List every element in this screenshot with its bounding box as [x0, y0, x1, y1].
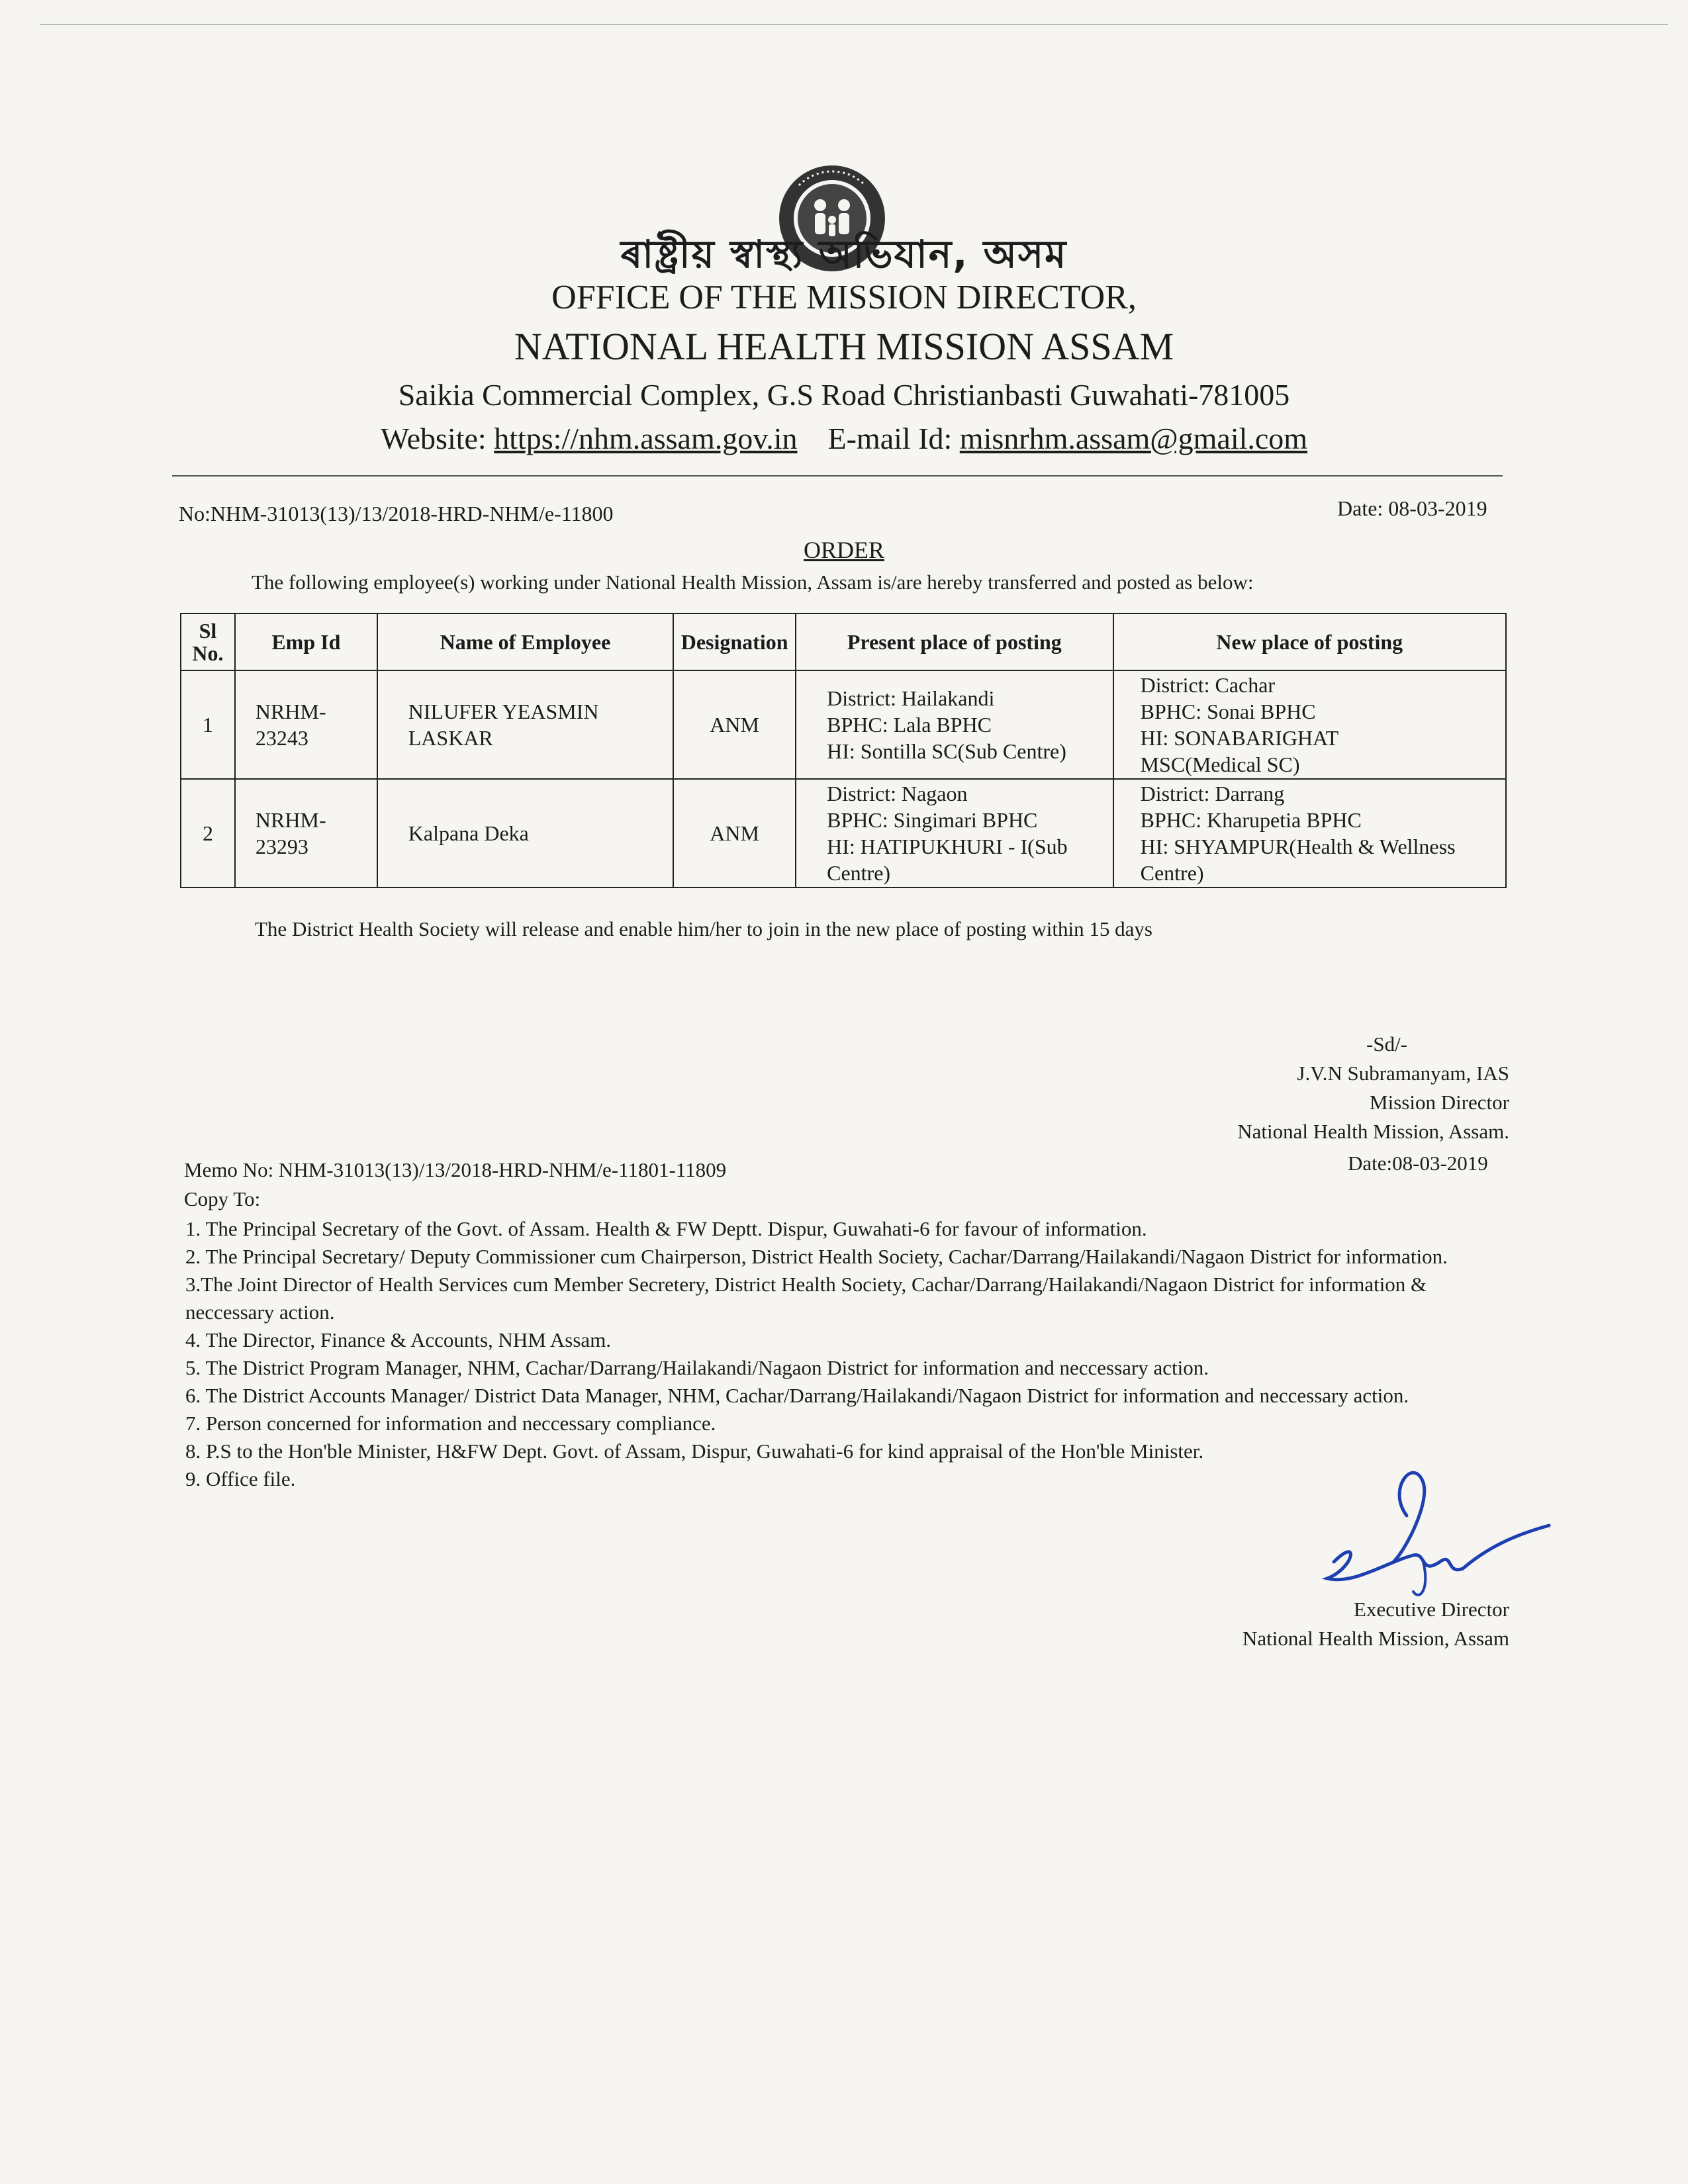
list-item: 2. The Principal Secretary/ Deputy Commissioner cum Chairperson, District Health Society, Cachar/Darrang/Hailakandi/Nagaon District for information.: [185, 1245, 1448, 1268]
new-bphc: BPHC: Kharupetia BPHC: [1140, 808, 1362, 832]
mission-title: NATIONAL HEALTH MISSION ASSAM: [514, 325, 1174, 368]
cell-new: [1113, 670, 1506, 779]
cell-designation: ANM: [673, 670, 796, 779]
cell-name: Kalpana Deka: [377, 779, 673, 887]
table-row: [181, 779, 1506, 887]
order-heading: ORDER: [803, 537, 884, 563]
col-header-sl: Sl No.: [181, 614, 235, 670]
cell-sl: 2: [181, 779, 235, 887]
present-hi: HI: Sontilla SC(Sub Centre): [827, 739, 1066, 763]
col-header-emp-id: Emp Id: [235, 614, 377, 670]
md-org: National Health Mission, Assam.: [1237, 1120, 1509, 1143]
present-bphc: BPHC: Singimari BPHC: [827, 808, 1038, 832]
list-item: 5. The District Program Manager, NHM, Cachar/Darrang/Hailakandi/Nagaon District for information and neccessary action.: [185, 1356, 1209, 1379]
assamese-title: ৰাষ্ট্ৰীয় স্বাস্থ্য অভিযান, অসম: [620, 232, 1068, 277]
transfer-table: [180, 613, 1507, 888]
memo-date: Date:08-03-2019: [1348, 1152, 1488, 1175]
top-scan-rule: [40, 24, 1668, 25]
copy-to-label: Copy To:: [184, 1187, 261, 1210]
header-divider: [172, 475, 1503, 477]
md-title: Mission Director: [1370, 1091, 1509, 1114]
col-header-designation: Designation: [673, 614, 796, 670]
col-header-name: Name of Employee: [377, 614, 673, 670]
list-item: 7. Person concerned for information and neccessary compliance.: [185, 1412, 716, 1435]
address-line: Saikia Commercial Complex, G.S Road Christianbasti Guwahati-781005: [398, 378, 1290, 412]
executive-director-block: [1125, 1595, 1509, 1653]
mission-director-block: [1125, 1059, 1509, 1146]
cell-present: [796, 670, 1113, 779]
new-bphc: BPHC: Sonai BPHC: [1140, 700, 1316, 723]
cell-present: [796, 779, 1113, 887]
cell-emp-id: NRHM-23243: [235, 670, 377, 779]
list-item: 8. P.S to the Hon'ble Minister, H&FW Dept. Govt. of Assam, Dispur, Guwahati-6 for kind appraisal of the Hon'ble Minister.: [185, 1439, 1204, 1463]
new-hi: HI: SHYAMPUR(Health & Wellness: [1140, 835, 1456, 858]
cell-new: [1113, 779, 1506, 887]
table-header-row: [181, 614, 1506, 670]
list-item: 9. Office file.: [185, 1467, 296, 1490]
present-district: District: Nagaon: [827, 782, 968, 805]
new-hi: HI: SONABARIGHAT: [1140, 726, 1339, 750]
cell-sl: 1: [181, 670, 235, 779]
memo-number: Memo No: NHM-31013(13)/13/2018-HRD-NHM/e-11801-11809: [184, 1158, 727, 1181]
order-ref-number: No:NHM-31013(13)/13/2018-HRD-NHM/e-11800: [179, 502, 614, 525]
website-label: Website:: [380, 422, 487, 455]
copy-to-list: [185, 1215, 1483, 1493]
cell-name: NILUFER YEASMIN LASKAR: [377, 670, 673, 779]
new-district: District: Darrang: [1140, 782, 1285, 805]
cell-emp-id: NRHM-23293: [235, 779, 377, 887]
present-hi: HI: HATIPUKHURI - I(Sub: [827, 835, 1068, 858]
ed-org: National Health Mission, Assam: [1243, 1627, 1509, 1650]
cell-designation: ANM: [673, 779, 796, 887]
signed-mark: -Sd/-: [1366, 1032, 1407, 1056]
joining-note: The District Health Society will release and enable him/her to join in the new place of posting within 15 days: [255, 917, 1152, 940]
contact-line: [0, 421, 1688, 456]
list-item: 4. The Director, Finance & Accounts, NHM Assam.: [185, 1328, 612, 1351]
table-row: [181, 670, 1506, 779]
md-name: J.V.N Subramanyam, IAS: [1297, 1062, 1509, 1085]
handwritten-signature: [1314, 1463, 1552, 1608]
ed-title: Executive Director: [1354, 1598, 1509, 1621]
present-district: District: Hailakandi: [827, 686, 995, 710]
new-hi-cont: Centre): [1140, 861, 1204, 885]
order-date: Date: 08-03-2019: [1337, 496, 1487, 520]
email-label: E-mail Id:: [827, 422, 953, 455]
col-header-present: Present place of posting: [796, 614, 1113, 670]
list-item: 1. The Principal Secretary of the Govt. of Assam. Health & FW Deptt. Dispur, Guwahati-6 for favour of information.: [185, 1217, 1147, 1240]
list-item: 6. The District Accounts Manager/ District Data Manager, NHM, Cachar/Darrang/Hailakandi/Nagaon District for information and neccessary action.: [185, 1384, 1409, 1407]
col-header-new: New place of posting: [1113, 614, 1506, 670]
list-item: 3.The Joint Director of Health Services cum Member Secretery, District Health Society, Cachar/Darrang/Hailakandi/Nagaon District for information & neccessary action.: [185, 1273, 1427, 1324]
new-hi-cont: MSC(Medical SC): [1140, 752, 1300, 776]
order-intro: The following employee(s) working under National Health Mission, Assam is/are hereby transferred and posted as below:: [252, 570, 1254, 594]
new-district: District: Cachar: [1140, 673, 1276, 697]
present-bphc: BPHC: Lala BPHC: [827, 713, 992, 737]
email-link[interactable]: misnrhm.assam@gmail.com: [959, 422, 1308, 455]
present-hi-cont: Centre): [827, 861, 891, 885]
website-link[interactable]: https://nhm.assam.gov.in: [494, 422, 798, 455]
office-title: OFFICE OF THE MISSION DIRECTOR,: [551, 279, 1137, 316]
